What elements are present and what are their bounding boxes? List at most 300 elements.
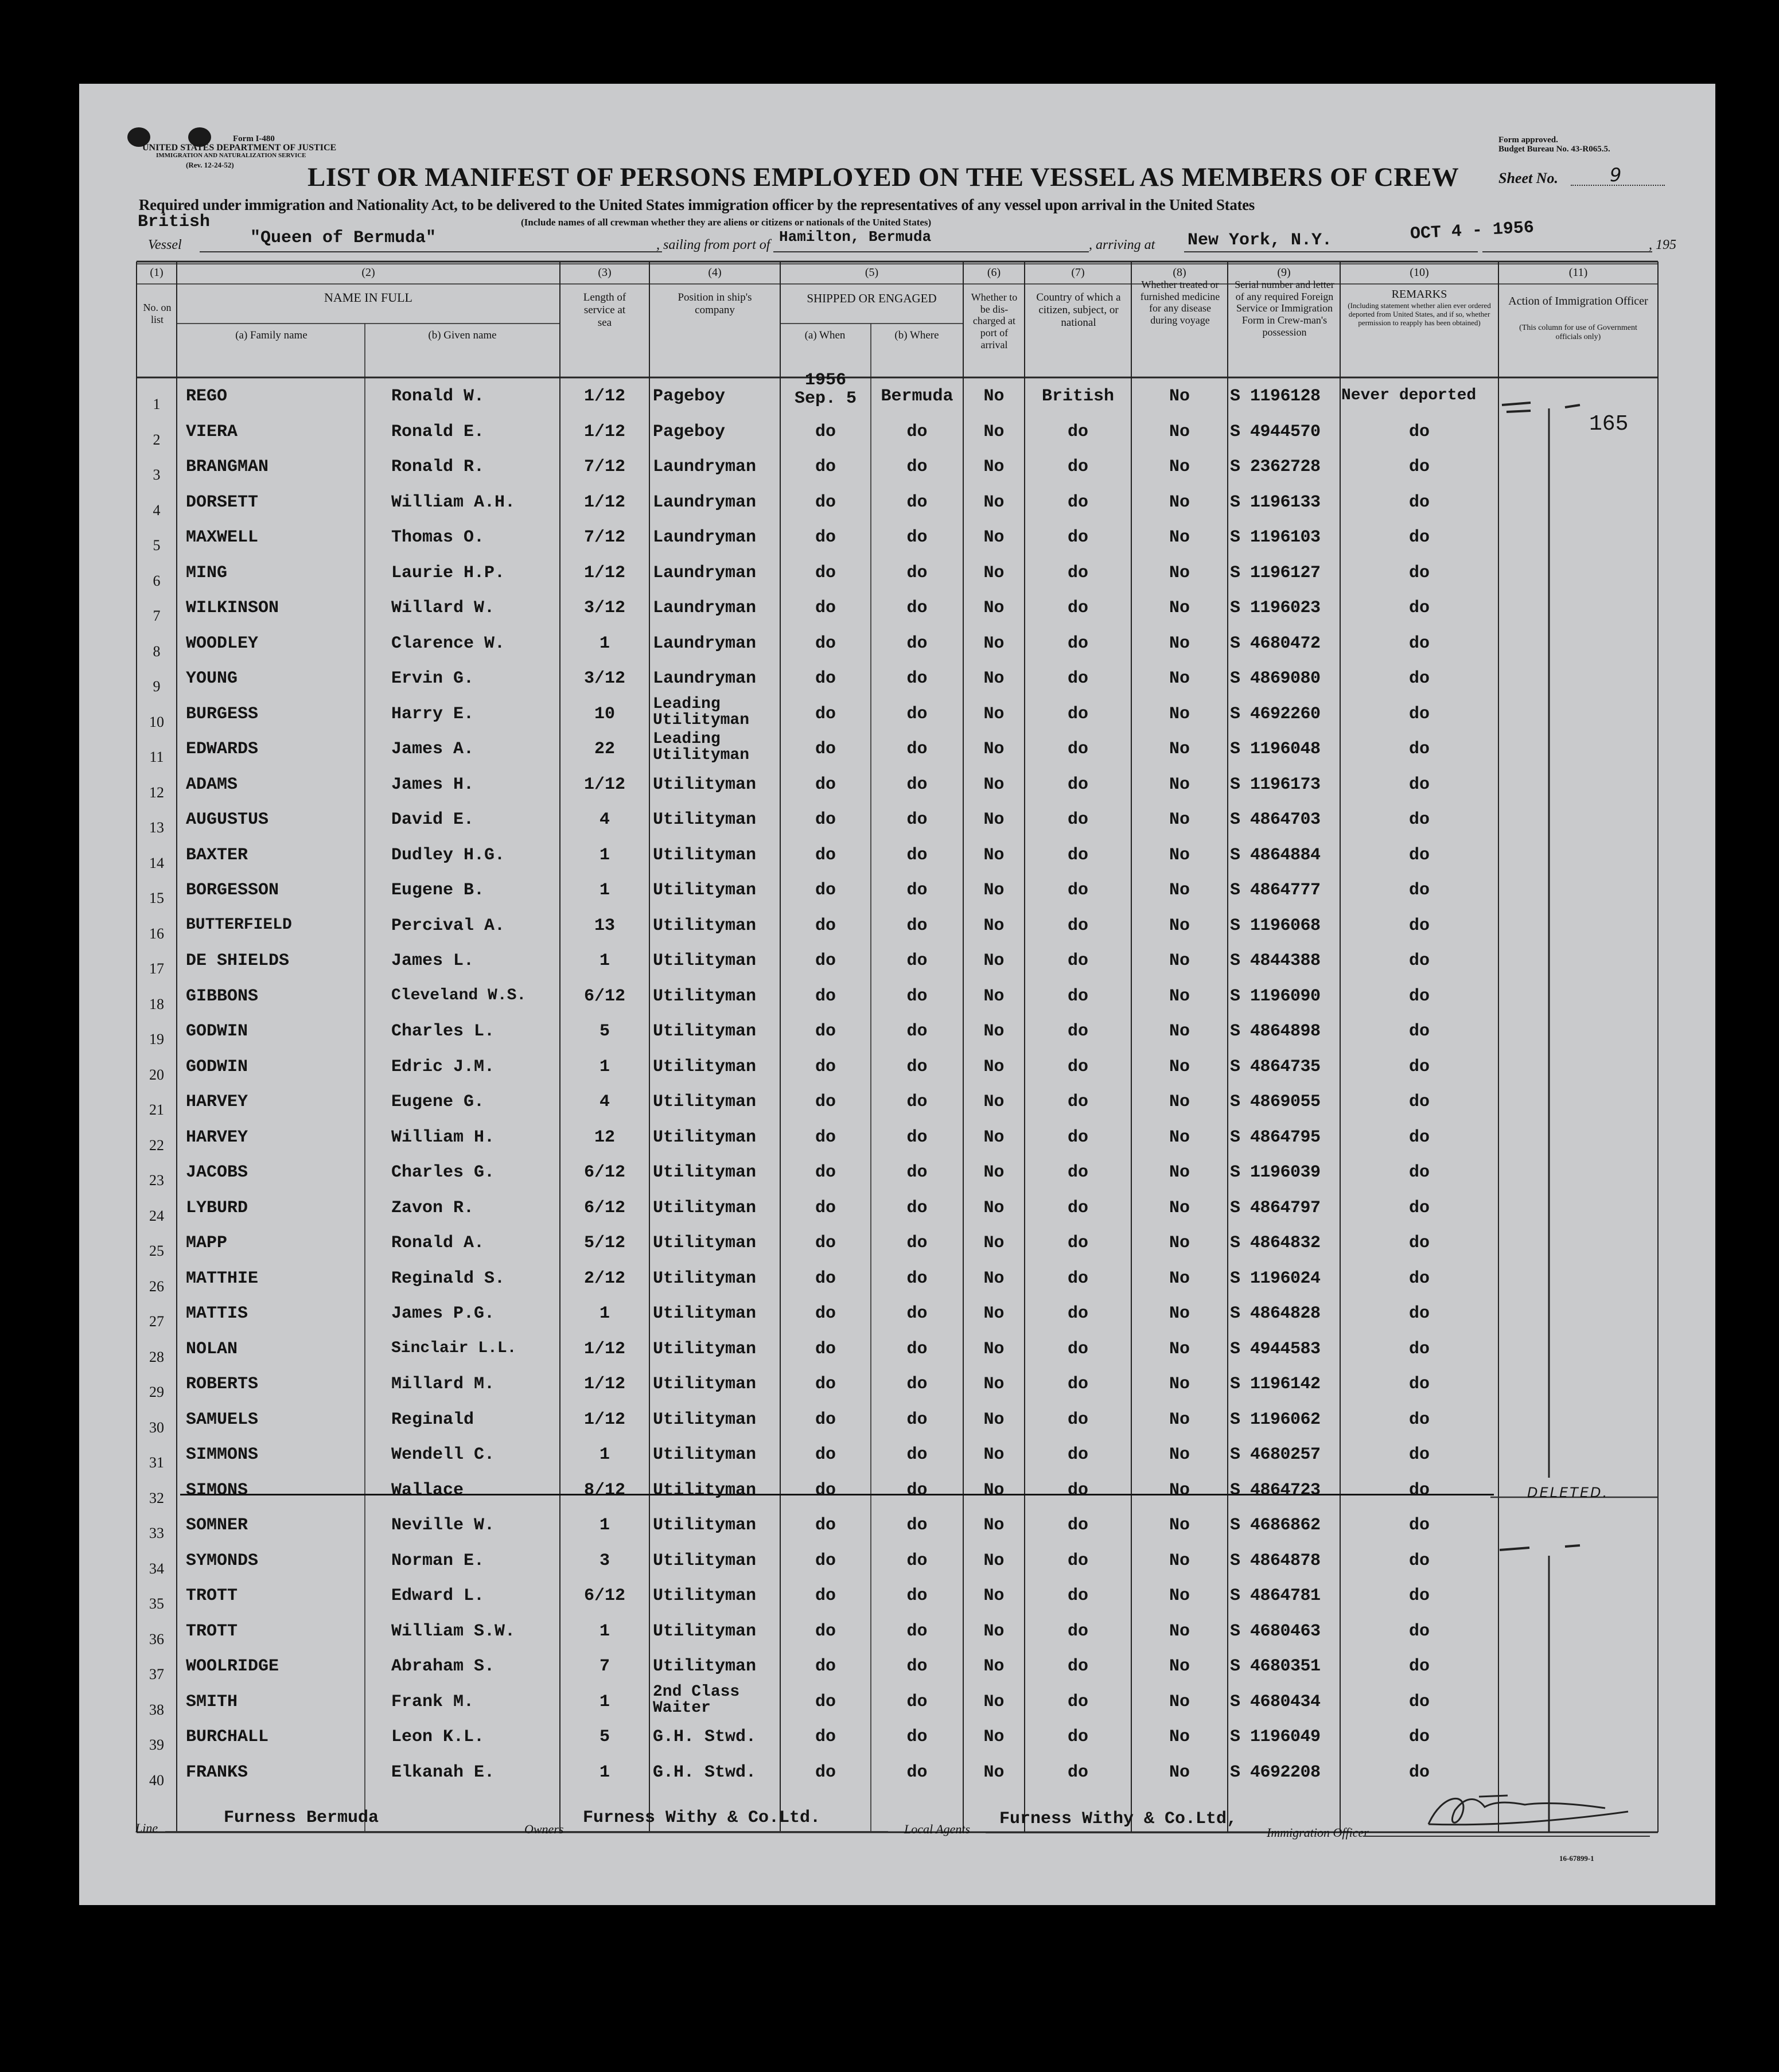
position: Laundryman [653, 492, 757, 512]
row-number: 25 [149, 1243, 164, 1259]
discharged: No [983, 1409, 1005, 1430]
treated: No [1169, 1339, 1190, 1359]
length-of-service: 7 [599, 1657, 610, 1676]
given-name: Frank M. [391, 1692, 474, 1712]
treated: No [1169, 739, 1190, 759]
row-number: 23 [149, 1172, 164, 1189]
serial-number: S 4692260 [1230, 704, 1321, 724]
table-row [79, 695, 1715, 735]
row-number: 7 [153, 607, 161, 624]
given-name: Ronald A. [391, 1233, 485, 1253]
row-number: 4 [153, 501, 161, 519]
given-name: Ervin G. [391, 669, 474, 688]
country: do [1067, 916, 1088, 936]
family-name: REGO [186, 387, 228, 406]
given-name: Charles L. [391, 1022, 495, 1041]
serial-number: S 1196127 [1230, 563, 1321, 583]
remarks: do [1408, 986, 1430, 1006]
treated: No [1169, 774, 1190, 794]
given-name: William S.W. [391, 1621, 516, 1641]
family-name: SIMONS [186, 1480, 248, 1500]
row-number: 33 [149, 1525, 164, 1541]
shipped-when: do [815, 1551, 836, 1571]
length-of-service: 1 [599, 845, 610, 865]
shipped-where: do [906, 1268, 928, 1288]
shipped-where: do [906, 633, 928, 653]
position: Leading Utilityman [653, 695, 750, 729]
manifest-sheet [79, 84, 1715, 1905]
discharged: No [983, 1516, 1005, 1535]
row-number: 38 [149, 1701, 164, 1718]
row-number: 1 [153, 396, 161, 412]
remarks: do [1408, 810, 1430, 829]
sheet-label: Sheet No. [1498, 170, 1558, 186]
length-of-service: 10 [594, 704, 615, 724]
given-name: Willard W. [391, 598, 495, 618]
discharged: No [983, 633, 1005, 653]
shipped-where: do [906, 1163, 928, 1182]
remarks: do [1408, 1621, 1430, 1641]
colnum-11: (11) [1568, 266, 1588, 279]
position: Utilityman [653, 1657, 757, 1676]
country: do [1067, 633, 1088, 653]
country: do [1067, 598, 1088, 618]
approval-line2: Budget Bureau No. 43-R065.5. [1498, 145, 1610, 154]
family-name: WOODLEY [186, 633, 259, 653]
remarks: do [1408, 1339, 1430, 1359]
shipped-when: do [815, 986, 836, 1006]
table-row [79, 1370, 1715, 1405]
family-name: MING [186, 563, 228, 583]
discharged: No [983, 1163, 1005, 1182]
shipped-where: do [906, 598, 928, 618]
country: do [1067, 1692, 1088, 1712]
treated: No [1169, 422, 1190, 442]
row-number: 10 [149, 713, 164, 730]
year-suffix: , 195 [1649, 237, 1676, 252]
family-name: BURCHALL [186, 1727, 269, 1747]
sailing-label: , sailing from port of [656, 237, 770, 252]
shipped-where: do [906, 492, 928, 512]
revision: (Rev. 12-24-52) [186, 161, 234, 169]
shipped-where: do [906, 1551, 928, 1571]
position: Utilityman [653, 1057, 757, 1077]
shipped-where: do [906, 704, 928, 724]
remarks: do [1408, 1762, 1430, 1782]
shipped-where: do [906, 1480, 928, 1500]
given-name: Wallace [391, 1480, 464, 1500]
serial-number: S 4864777 [1230, 881, 1321, 900]
row-number: 34 [149, 1560, 164, 1577]
page-title: LIST OR MANIFEST OF PERSONS EMPLOYED ON THE VESSEL AS MEMBERS OF CREW [307, 162, 1459, 192]
footer-agents-value: Furness Withy & Co.Ltd, [999, 1809, 1237, 1829]
length-of-service: 1/12 [583, 422, 625, 442]
shipped-when: Sep. 5 [794, 389, 857, 408]
shipped-when: do [815, 704, 836, 724]
treated: No [1169, 1480, 1190, 1500]
length-of-service: 6/12 [583, 1163, 625, 1182]
country: do [1067, 457, 1088, 477]
remarks: do [1408, 1727, 1430, 1747]
treated: No [1169, 810, 1190, 829]
discharged: No [983, 881, 1005, 900]
shipped-when: do [815, 528, 836, 547]
country: do [1067, 1621, 1088, 1641]
discharged: No [983, 1268, 1005, 1288]
family-name: TROTT [186, 1621, 238, 1641]
shipped-when: do [815, 739, 836, 759]
treated: No [1169, 1127, 1190, 1147]
length-of-service: 1 [599, 1304, 610, 1323]
remarks: do [1408, 1586, 1430, 1606]
shipped-when: do [815, 457, 836, 477]
family-name: HARVEY [186, 1092, 248, 1112]
treated: No [1169, 1692, 1190, 1712]
row-number: 12 [149, 784, 164, 801]
country: do [1067, 881, 1088, 900]
family-name: WILKINSON [186, 598, 279, 618]
sailing-port: Hamilton, Bermuda [779, 228, 932, 246]
serial-number: S 4944583 [1230, 1339, 1321, 1359]
row-number: 28 [149, 1348, 164, 1365]
treated: No [1169, 1304, 1190, 1323]
country: British [1041, 387, 1115, 406]
country: do [1067, 422, 1088, 442]
serial-number: S 4692208 [1230, 1762, 1321, 1782]
length-of-service: 7/12 [583, 457, 625, 477]
remarks: do [1408, 1092, 1430, 1112]
shipped-where: do [906, 1127, 928, 1147]
remarks: do [1408, 563, 1430, 583]
family-name: JACOBS [186, 1163, 248, 1182]
header-treated: Whether treated or furnished medicine for any disease during voyage [1140, 279, 1220, 326]
country: do [1067, 1092, 1088, 1112]
row-number: 31 [149, 1454, 164, 1471]
shipped-when: do [815, 916, 836, 936]
row-number: 2 [153, 431, 161, 448]
given-name: Reginald S. [391, 1268, 505, 1288]
form-number: Form I-480 [233, 134, 275, 143]
table-row [79, 770, 1715, 806]
serial-number: S 4864878 [1230, 1551, 1321, 1571]
serial-number: S 1196024 [1230, 1268, 1321, 1288]
position: Utilityman [653, 1304, 757, 1323]
row-number: 19 [149, 1031, 164, 1047]
table-row [79, 1053, 1715, 1088]
remarks: do [1408, 1268, 1430, 1288]
country: do [1067, 1022, 1088, 1041]
family-name: GODWIN [186, 1057, 248, 1077]
position: Utilityman [653, 1551, 757, 1571]
given-name: Sinclair L.L. [391, 1339, 517, 1357]
treated: No [1169, 1057, 1190, 1077]
country: do [1067, 528, 1088, 547]
form-code: 16-67899-1 [1559, 1854, 1594, 1863]
family-name: ROBERTS [186, 1374, 259, 1394]
country: do [1067, 1762, 1088, 1782]
service: IMMIGRATION AND NATURALIZATION SERVICE [156, 152, 306, 159]
remarks: do [1408, 1163, 1430, 1182]
serial-number: S 1196128 [1230, 387, 1321, 406]
discharged: No [983, 1657, 1005, 1676]
length-of-service: 1/12 [583, 387, 625, 406]
shipped-where: do [906, 774, 928, 794]
position: G.H. Stwd. [653, 1727, 757, 1747]
discharged: No [983, 1057, 1005, 1077]
row-number: 16 [149, 925, 164, 942]
table-row [79, 1652, 1715, 1688]
country: do [1067, 739, 1088, 759]
length-of-service: 1 [599, 1621, 610, 1641]
given-name: Laurie H.P. [391, 563, 505, 583]
treated: No [1169, 528, 1190, 547]
discharged: No [983, 739, 1005, 759]
shipped-where: do [906, 528, 928, 547]
serial-number: S 4944570 [1230, 422, 1321, 442]
footer-agents-label: Local Agents [904, 1822, 971, 1836]
header-action-note: (This column for use of Government officials only) [1519, 324, 1637, 342]
serial-number: S 4864898 [1230, 1022, 1321, 1041]
shipped-when: do [815, 598, 836, 618]
family-name: LYBURD [186, 1198, 248, 1218]
shipped-where: do [906, 1339, 928, 1359]
header-no-on-list: No. on list [143, 302, 172, 325]
serial-number: S 4680463 [1230, 1621, 1321, 1641]
colnum-5: (5) [865, 266, 879, 279]
given-name: James H. [391, 774, 474, 794]
remarks: do [1408, 528, 1430, 547]
row-number: 22 [149, 1136, 164, 1154]
shipped-when: do [815, 810, 836, 829]
country: do [1067, 1516, 1088, 1535]
discharged: No [983, 669, 1005, 688]
discharged: No [983, 1551, 1005, 1571]
table-row [79, 1582, 1715, 1617]
family-name: SMITH [186, 1692, 238, 1712]
table-row [79, 453, 1715, 488]
strike-through-line [180, 1494, 1494, 1495]
family-name: MAPP [186, 1233, 228, 1253]
table-row [79, 876, 1715, 912]
given-name: Edward L. [391, 1586, 485, 1606]
position: Laundryman [653, 528, 757, 547]
shipped-when: do [815, 1268, 836, 1288]
given-name: Clarence W. [391, 633, 505, 653]
discharged: No [983, 845, 1005, 865]
row-number: 9 [153, 678, 161, 695]
shipped-when: do [815, 774, 836, 794]
family-name: BUTTERFIELD [186, 916, 292, 934]
serial-number: S 4864795 [1230, 1127, 1321, 1147]
discharged: No [983, 1233, 1005, 1253]
given-name: Cleveland W.S. [391, 986, 527, 1004]
serial-number: S 1196173 [1230, 774, 1321, 794]
remarks: do [1408, 633, 1430, 653]
table-row [79, 912, 1715, 947]
table-row [79, 664, 1715, 700]
discharged: No [983, 810, 1005, 829]
given-name: Millard M. [391, 1374, 495, 1394]
shipped-where: do [906, 1057, 928, 1077]
remarks: do [1408, 1657, 1430, 1676]
length-of-service: 1/12 [583, 1374, 625, 1394]
given-name: Ronald R. [391, 457, 485, 477]
position: Utilityman [653, 881, 757, 900]
treated: No [1169, 1163, 1190, 1182]
discharged: No [983, 1762, 1005, 1782]
header-given-name: (b) Given name [428, 329, 497, 341]
treated: No [1169, 387, 1190, 406]
discharged: No [983, 598, 1005, 618]
family-name: MAXWELL [186, 528, 259, 547]
row-number: 26 [149, 1278, 164, 1295]
serial-number: S 1196048 [1230, 739, 1321, 759]
discharged: No [983, 1692, 1005, 1712]
header-name-in-full: NAME IN FULL [324, 290, 412, 305]
table-row [79, 1511, 1715, 1547]
row-number: 39 [149, 1736, 164, 1753]
treated: No [1169, 951, 1190, 971]
country: do [1067, 1727, 1088, 1747]
serial-number: S 1196049 [1230, 1727, 1321, 1747]
treated: No [1169, 492, 1190, 512]
table-row [79, 730, 1715, 770]
shipped-where: do [906, 1586, 928, 1606]
position: G.H. Stwd. [653, 1762, 757, 1782]
header-action: Action of Immigration Officer [1508, 295, 1648, 307]
length-of-service: 4 [599, 1092, 610, 1112]
discharged: No [983, 387, 1005, 406]
length-of-service: 1/12 [583, 1339, 625, 1359]
country: do [1067, 1268, 1088, 1288]
country: do [1067, 1198, 1088, 1218]
position: Utilityman [653, 1163, 757, 1182]
row-number: 37 [149, 1666, 164, 1682]
discharged: No [983, 1480, 1005, 1500]
shipped-when: do [815, 669, 836, 688]
shipped-where: do [906, 422, 928, 442]
discharged: No [983, 1339, 1005, 1359]
serial-number: S 4680351 [1230, 1657, 1321, 1676]
serial-number: S 1196142 [1230, 1374, 1321, 1394]
country: do [1067, 1445, 1088, 1465]
row-number: 6 [153, 572, 161, 589]
serial-number: S 1196133 [1230, 492, 1321, 512]
department: UNITED STATES DEPARTMENT OF JUSTICE [142, 143, 337, 153]
treated: No [1169, 563, 1190, 583]
remarks: do [1408, 916, 1430, 936]
length-of-service: 6/12 [583, 1586, 625, 1606]
position: Laundryman [653, 457, 757, 477]
treated: No [1169, 1092, 1190, 1112]
given-name: David E. [391, 810, 474, 829]
remarks: do [1408, 1022, 1430, 1041]
shipped-where: Bermuda [881, 387, 953, 406]
family-name: BRANGMAN [186, 457, 269, 477]
country: do [1067, 1127, 1088, 1147]
shipped-where: do [906, 845, 928, 865]
treated: No [1169, 1657, 1190, 1676]
shipped-where: do [906, 563, 928, 583]
discharged: No [983, 951, 1005, 971]
footer-officer-underline [1363, 1836, 1650, 1837]
family-name: VIERA [186, 422, 238, 442]
shipped-where: do [906, 1727, 928, 1747]
serial-number: S 4864797 [1230, 1198, 1321, 1218]
shipped-when: do [815, 951, 836, 971]
country: do [1067, 669, 1088, 688]
shipped-where: do [906, 810, 928, 829]
table-row [79, 1088, 1715, 1123]
footer-line-label: Line [135, 1821, 158, 1835]
family-name: ADAMS [186, 774, 238, 794]
treated: No [1169, 457, 1190, 477]
margin-number: 165 [1589, 412, 1629, 437]
shipped-when: do [815, 422, 836, 442]
position: Utilityman [653, 1374, 757, 1394]
family-name: HARVEY [186, 1127, 248, 1147]
position: Leading Utilityman [653, 730, 750, 764]
table-row [79, 805, 1715, 841]
country: do [1067, 951, 1088, 971]
row-number: 21 [149, 1101, 164, 1118]
header-shipped-or-engaged: SHIPPED OR ENGAGED [807, 291, 937, 305]
serial-number: S 4680434 [1230, 1692, 1321, 1712]
position: Utilityman [653, 1127, 757, 1147]
remarks: do [1408, 1692, 1430, 1712]
serial-number: S 1196090 [1230, 986, 1321, 1006]
table-row [79, 1123, 1715, 1159]
position: Utilityman [653, 1621, 757, 1641]
vessel-name: "Queen of Bermuda" [250, 228, 437, 248]
shipped-where: do [906, 739, 928, 759]
given-name: Charles G. [391, 1163, 495, 1182]
family-name: EDWARDS [186, 739, 259, 759]
country: do [1067, 1480, 1088, 1500]
table-row [79, 559, 1715, 594]
shipped-when: do [815, 1057, 836, 1077]
row-number: 3 [153, 466, 161, 483]
shipped-when: do [815, 1198, 836, 1218]
country: do [1067, 1304, 1088, 1323]
shipped-where: do [906, 1621, 928, 1641]
footer-owners-value: Furness Withy & Co.Ltd. [583, 1808, 821, 1828]
given-name: James A. [391, 739, 474, 759]
shipped-when: do [815, 1022, 836, 1041]
discharged: No [983, 774, 1005, 794]
arrival-date-stamp: OCT 4 - 1956 [1410, 218, 1535, 244]
serial-number: S 4680472 [1230, 633, 1321, 653]
treated: No [1169, 1022, 1190, 1041]
given-name: Leon K.L. [391, 1727, 485, 1747]
approval-line1: Form approved. [1498, 135, 1558, 145]
remarks: do [1408, 881, 1430, 900]
given-name: Eugene B. [391, 881, 485, 900]
discharged: No [983, 1727, 1005, 1747]
given-name: Harry E. [391, 704, 474, 724]
shipped-when: do [815, 1657, 836, 1676]
remarks: do [1408, 704, 1430, 724]
row-number: 13 [149, 819, 164, 836]
treated: No [1169, 1233, 1190, 1253]
family-name: SOMNER [186, 1516, 248, 1535]
shipped-where: do [906, 1692, 928, 1712]
family-name: BURGESS [186, 704, 259, 724]
length-of-service: 13 [594, 916, 615, 936]
position: Utilityman [653, 1586, 757, 1606]
header-country: Country of which a citizen, subject, or national [1036, 291, 1121, 329]
discharged: No [983, 916, 1005, 936]
